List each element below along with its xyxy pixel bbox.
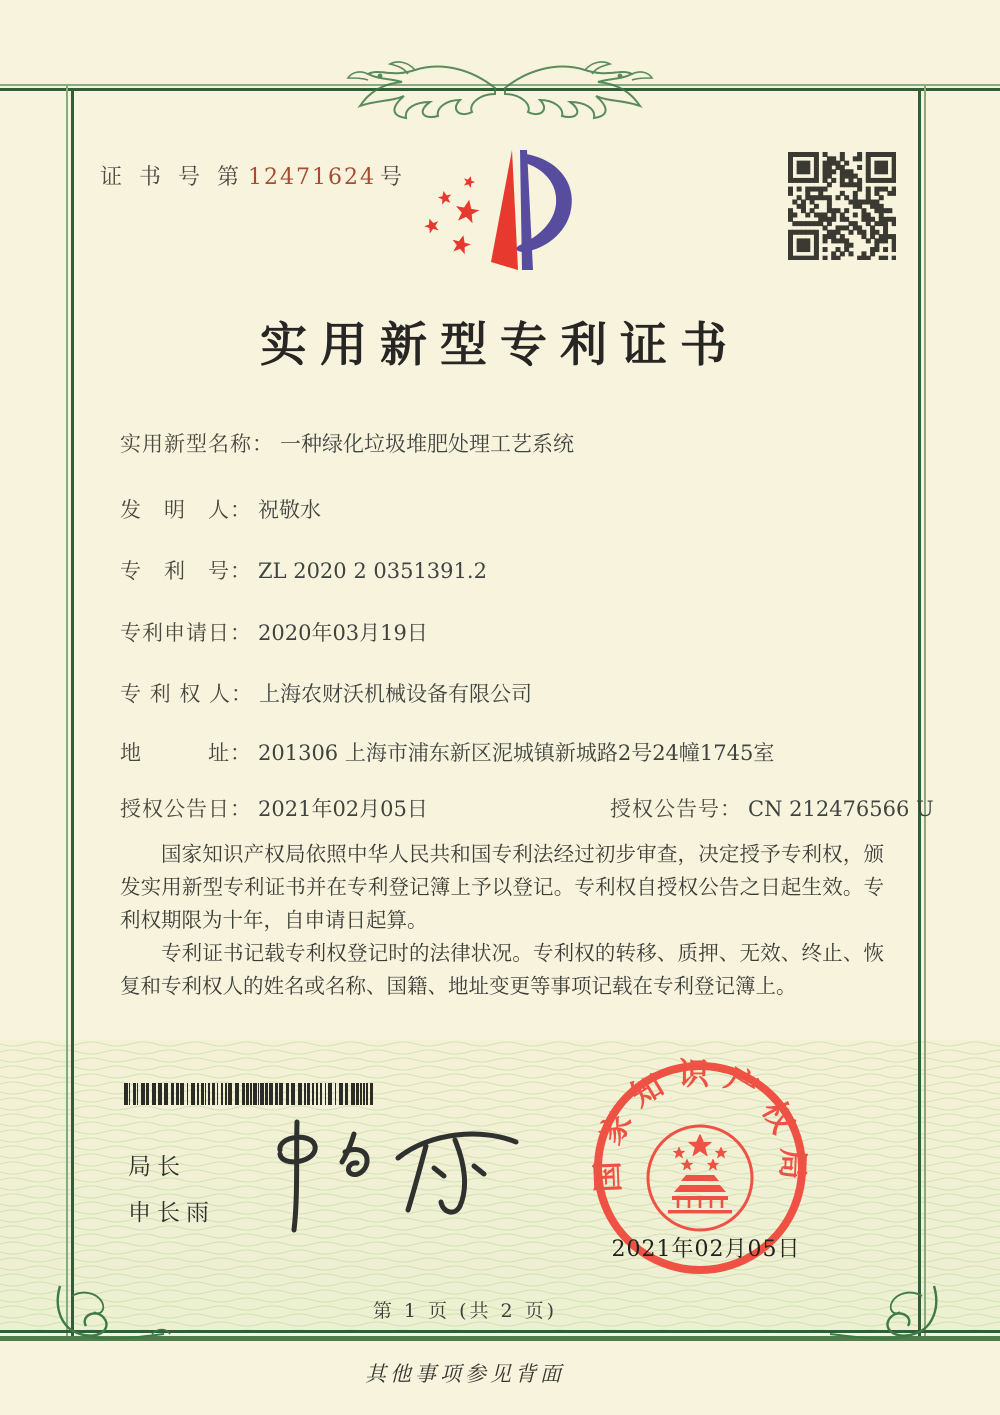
field-row-patentee xyxy=(120,678,532,708)
field-row-patent-number xyxy=(120,555,487,585)
field-value: 祝敬水 xyxy=(258,498,321,522)
field-label: 专 利 号： xyxy=(120,559,252,583)
certificate-number xyxy=(100,160,407,191)
grant-no-label: 授权公告号： xyxy=(610,797,742,821)
grant-date-label: 授权公告日： xyxy=(120,797,252,821)
field-label: 地 址： xyxy=(120,741,252,765)
signatory-title: 局长 xyxy=(128,1154,186,1180)
field-row-filing-date xyxy=(120,617,428,647)
border-left-inner xyxy=(71,88,74,1340)
field-row-inventor xyxy=(120,494,321,524)
border-left-outer xyxy=(66,84,68,1340)
certificate-number-prefix: 证 书 号 第 xyxy=(100,165,244,190)
signatory-name: 申长雨 xyxy=(128,1200,215,1226)
barcode xyxy=(124,1083,376,1105)
legal-paragraph-1: 国家知识产权局依照中华人民共和国专利法经过初步审查，决定授予专利权，颁发实用新型专利证书并在专利登记簿上予以登记。专利权自授权公告之日起生效。专利权期限为十年，自申请日起算。 xyxy=(120,842,884,932)
seal-date: 2021年02月05日 xyxy=(611,1237,801,1262)
field-row-address xyxy=(120,737,774,767)
seal-text: 国家知识产权局 xyxy=(589,1056,811,1194)
field-value: 201306 上海市浦东新区泥城镇新城路2号24幢1745室 xyxy=(258,741,775,765)
certificate-number-suffix: 号 xyxy=(379,165,407,190)
field-label: 专利申请日： xyxy=(120,621,252,645)
grant-date-value: 2021年02月05日 xyxy=(258,797,428,821)
field-value: 上海农财沃机械设备有限公司 xyxy=(259,682,533,706)
qr-code xyxy=(788,152,896,260)
legal-paragraph-2: 专利证书记载专利权登记时的法律状况。专利权的转移、质押、无效、终止、恢复和专利权人的姓名或名称、国籍、地址变更等事项记载在专利登记簿上。 xyxy=(120,941,884,998)
border-right-outer xyxy=(924,84,926,1340)
page-title: 实用新型专利证书 xyxy=(260,318,740,373)
back-note: 其他事项参见背面 xyxy=(365,1362,565,1386)
certificate-number-value: 12471624 xyxy=(247,165,376,190)
page-number: 第 1 页 (共 2 页) xyxy=(372,1300,558,1322)
border-right-inner xyxy=(918,88,921,1340)
dragon-ornament-icon xyxy=(320,50,680,130)
field-row-grant xyxy=(120,793,934,823)
legal-text xyxy=(120,838,884,1003)
signature-handwriting xyxy=(250,1112,540,1242)
field-value: 2020年03月19日 xyxy=(258,621,428,645)
grant-no-value: CN 212476566 U xyxy=(748,797,934,821)
field-value: ZL 2020 2 0351391.2 xyxy=(258,559,487,583)
field-row-name xyxy=(120,428,574,458)
field-value: 一种绿化垃圾堆肥处理工艺系统 xyxy=(280,432,574,456)
field-label: 专 利 权 人： xyxy=(120,682,254,706)
field-label: 发 明 人： xyxy=(120,498,252,522)
cnipa-logo-icon xyxy=(412,142,582,282)
field-label: 实用新型名称： xyxy=(120,432,274,456)
